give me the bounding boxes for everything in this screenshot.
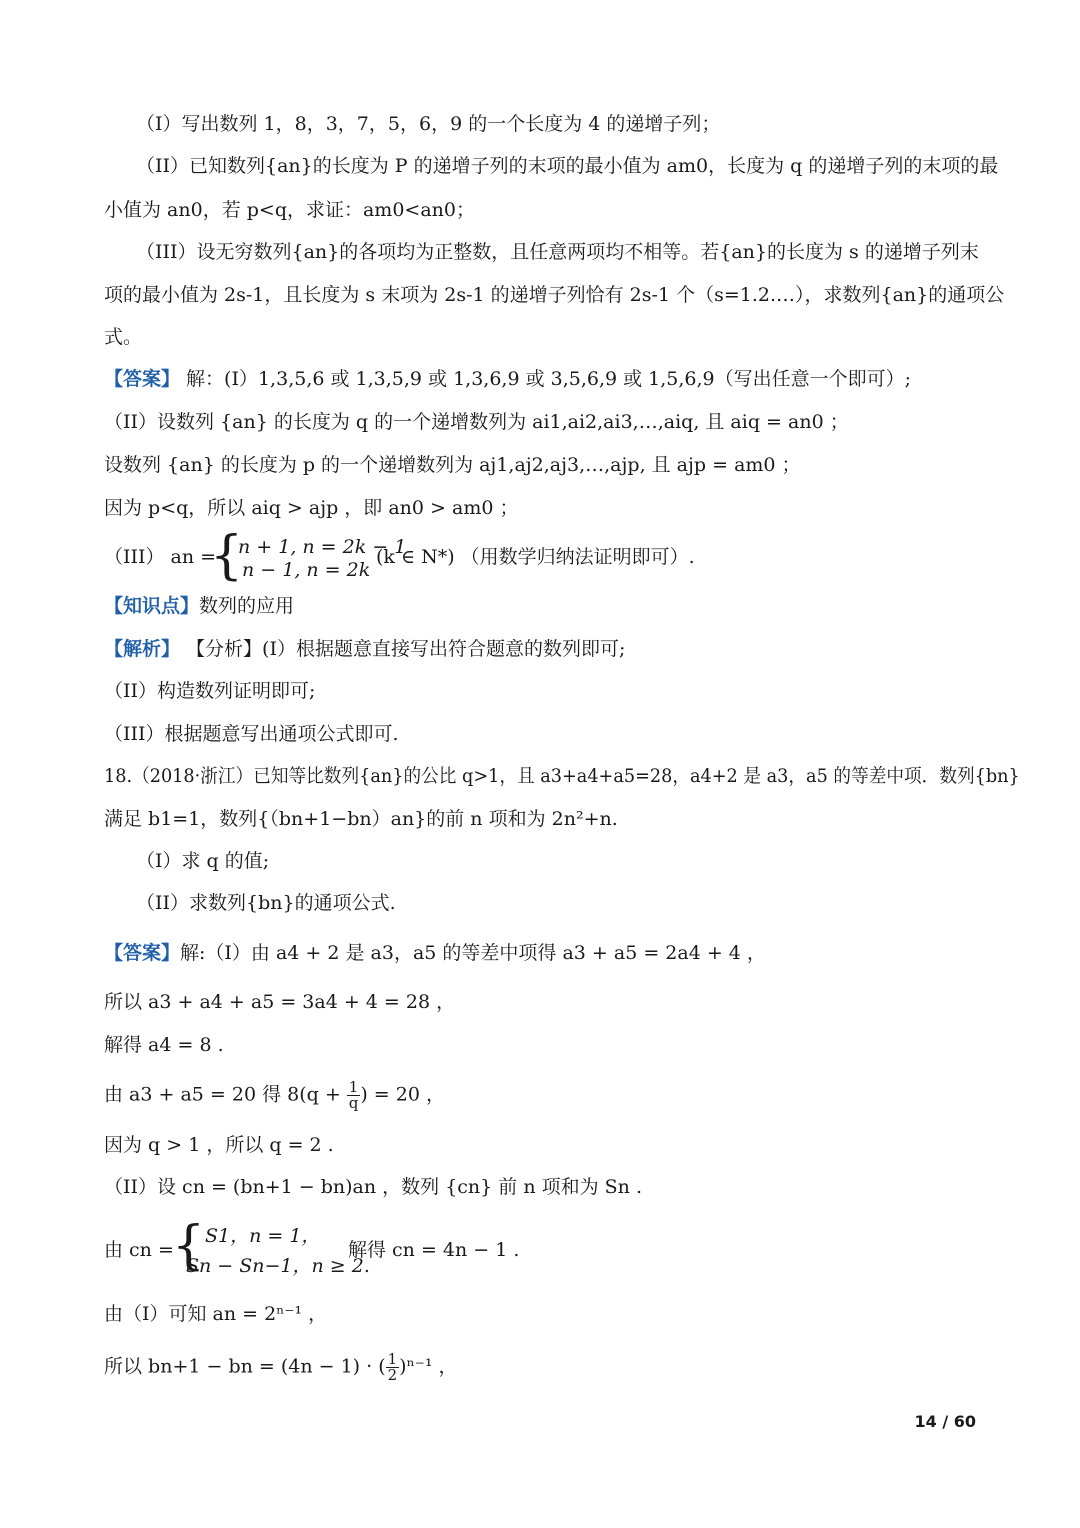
q-eq-left: 由 a3 + a5 = 20 得 8(q + [104, 1083, 341, 1106]
p18-step-sum: 所以 a3 + a4 + a5 = 3a4 + 4 = 28 ， [104, 991, 456, 1013]
p18-answer-line [104, 939, 984, 967]
p18-answer-text: 解:（I）由 a4 + 2 是 a3，a5 的等差中项得 a3 + a5 = 2a4 + 4 ， [180, 942, 766, 964]
piecewise-brace: { [210, 526, 244, 586]
p18-step-a4: 解得 a4 = 8 . [104, 1034, 224, 1056]
answer-text: 解：(I）1,3,5,6 或 1,3,5,9 或 1,3,6,9 或 3,5,6,9 或 1,5,6,9（写出任意一个即可）; [180, 368, 912, 390]
question-part-2-cont: 小值为 an0，若 p<q，求证：am0<an0； [104, 199, 475, 221]
question-part-3: （III）设无穷数列{an}的各项均为正整数，且任意两项均不相等。若{an}的长度为 s 的递增子列末 [136, 241, 979, 263]
page-number: 14 / 60 [914, 1412, 976, 1431]
p18-answer-tag: 【答案】 [104, 942, 181, 964]
knowledge-text: 数列的应用 [199, 595, 295, 617]
answer-tag: 【答案】 [104, 368, 181, 390]
piecewise-case-2: n − 1, n = 2k [242, 559, 371, 581]
problem-18-part-2: （II）求数列{bn}的通项公式. [136, 892, 396, 914]
analysis-tag: 【解析】 [104, 638, 181, 660]
question-part-2: （II）已知数列{an}的长度为 P 的递增子列的末项的最小值为 am0，长度为 q 的递增子列的末项的最 [136, 155, 999, 177]
analysis-part-2: （II）构造数列证明即可; [104, 680, 316, 702]
cn-case-1: S1，n = 1， [205, 1225, 321, 1247]
question-part-1: （I）写出数列 1，8，3，7，5，6，9 的一个长度为 4 的递增子列； [136, 113, 721, 135]
analysis-line [104, 635, 984, 663]
problem-18-part-1: （I）求 q 的值; [136, 850, 270, 872]
question-part-3-end: 式。 [104, 326, 143, 348]
analysis-text: 【分析】(I）根据题意直接写出符合题意的数列即可; [180, 638, 626, 660]
cn-result: 解得 cn = 4n − 1 . [348, 1239, 520, 1261]
analysis-part-3: （III）根据题意写出通项公式即可. [104, 723, 399, 745]
problem-18-stem: 18.（2018·浙江）已知等比数列{an}的公比 q>1，且 a3+a4+a5=28，a4+2 是 a3，a5 的等差中项．数列{bn} [104, 765, 1020, 787]
answer-part-2-c: 因为 p<q，所以 aiq > ajp ，即 an0 > am0 ； [104, 497, 519, 519]
answer-line [104, 365, 984, 393]
problem-18-stem-cont: 满足 b1=1，数列{（bn+1−bn）an}的前 n 项和为 2n²+n. [104, 808, 618, 830]
question-part-3-cont: 项的最小值为 2s-1，且长度为 s 末项为 2s-1 的递增子列恰有 2s-1 个（s=1.2.…），求数列{an}的通项公 [104, 284, 1005, 306]
knowledge-line [104, 592, 984, 620]
p18-b-diff [104, 1352, 984, 1383]
cn-case-2: Sn − Sn−1，n ≥ 2. [186, 1255, 370, 1277]
q-eq-right: ) = 20 ， [360, 1083, 445, 1106]
b-diff-left: 所以 bn+1 − bn = (4n − 1) · ( [104, 1355, 386, 1378]
p18-part-2-define: （II）设 cn = (bn+1 − bn)an ，数列 {cn} 前 n 项和为 Sn . [104, 1176, 642, 1198]
answer-part-3-lhs: （III） an = [104, 546, 217, 568]
p18-step-q: 因为 q > 1 ，所以 q = 2 . [104, 1134, 334, 1156]
b-diff-right: )ⁿ⁻¹ ， [399, 1355, 458, 1378]
fraction-1-over-2: $\frac{1}{2}$ [387, 1350, 398, 1384]
fraction-1-over-q: $\frac{1}{q}$ [348, 1078, 359, 1112]
p18-an-formula: 由（I）可知 an = 2ⁿ⁻¹ ， [104, 1303, 328, 1325]
p18-cn-piecewise-lhs: 由 cn = [104, 1239, 174, 1261]
piecewise-case-1: n + 1, n = 2k − 1 [238, 536, 407, 558]
answer-part-2-a: （II）设数列 {an} 的长度为 q 的一个递增数列为 ai1,ai2,ai3,…,aiq, 且 aiq = an0 ； [104, 411, 849, 433]
knowledge-tag: 【知识点】 [104, 595, 200, 617]
p18-step-q-equation [104, 1080, 984, 1111]
answer-part-2-b: 设数列 {an} 的长度为 p 的一个递增数列为 aj1,aj2,aj3,…,ajp, 且 ajp = am0 ； [104, 454, 801, 476]
answer-part-3-note: (k ∈ N*) （用数学归纳法证明即可）. [376, 546, 695, 568]
cn-piecewise-brace: { [172, 1216, 206, 1276]
